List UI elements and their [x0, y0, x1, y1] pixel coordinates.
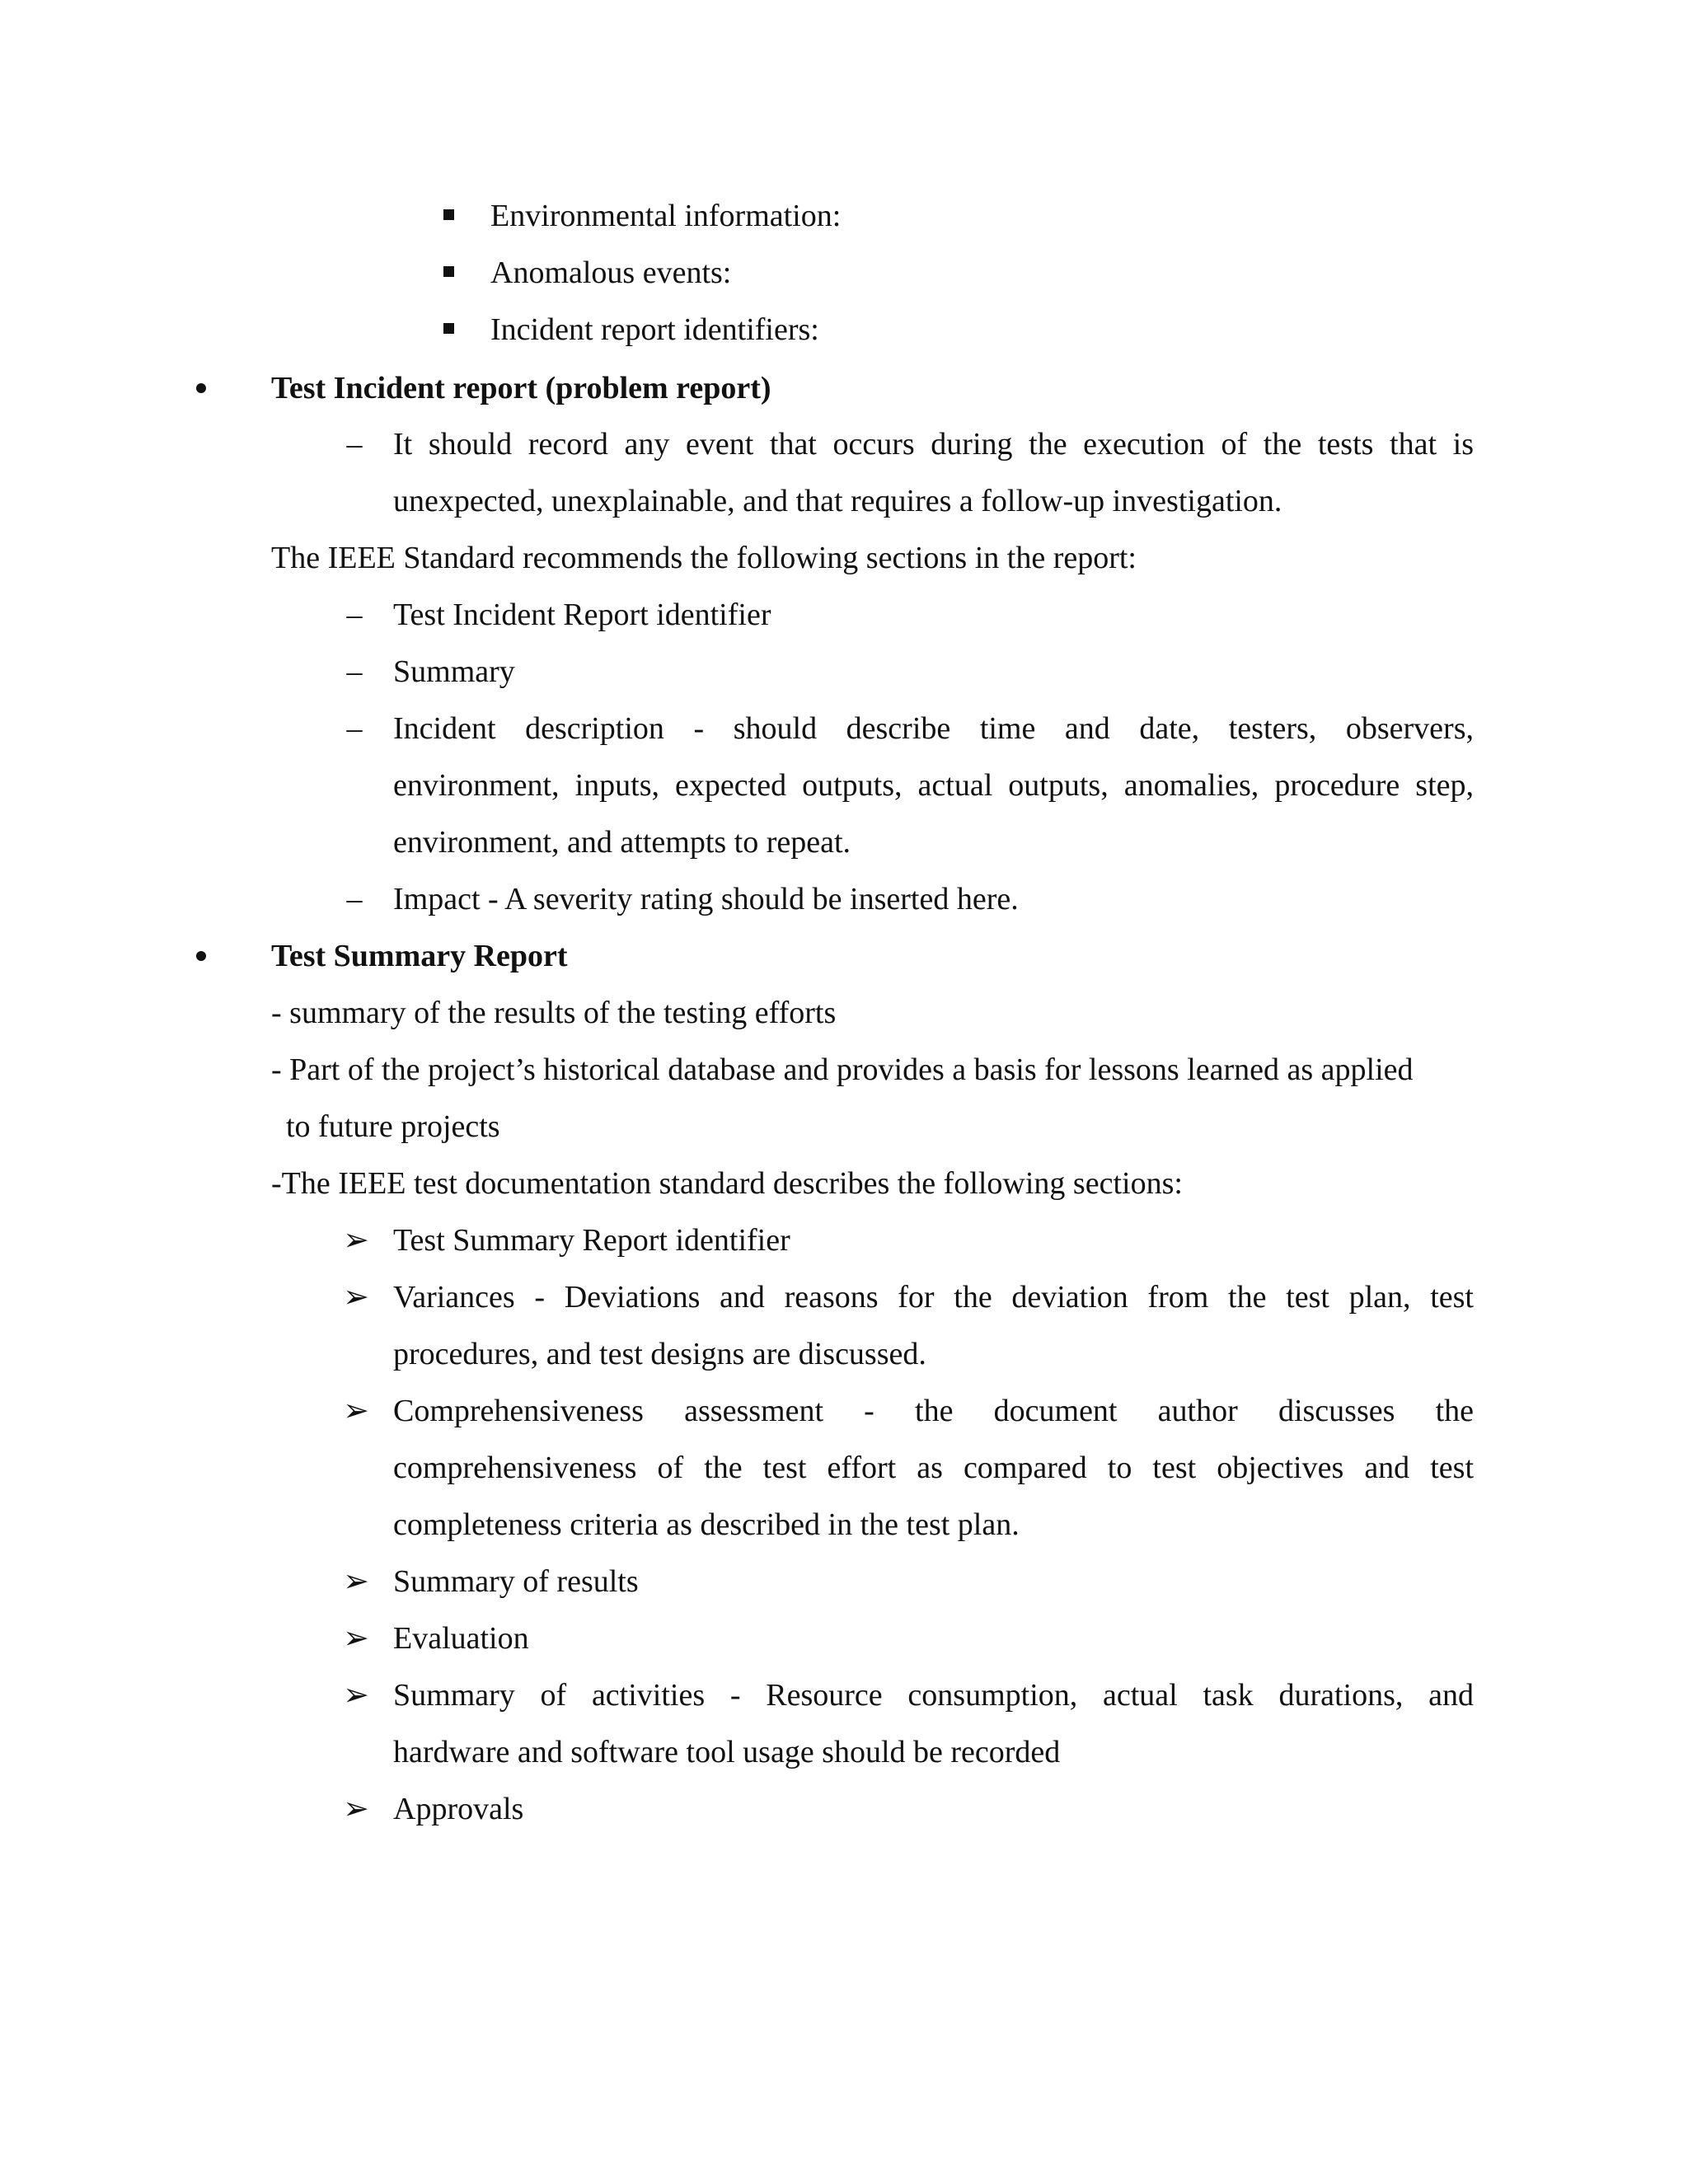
- dash-icon: –: [346, 711, 363, 746]
- summary-intro: -The IEEE test documentation standard describes the following sections:: [271, 1166, 1183, 1201]
- list-item: completeness criteria as described in the test plan.: [393, 1507, 1020, 1542]
- list-item: Impact - A severity rating should be inserted here.: [393, 882, 1019, 916]
- list-item: procedures, and test designs are discussed.: [393, 1337, 926, 1371]
- summary-line: - summary of the results of the testing efforts: [271, 996, 837, 1030]
- list-item: Test Summary Report identifier: [393, 1223, 790, 1258]
- list-item: Approvals: [393, 1792, 524, 1826]
- square-bullet-icon: [443, 266, 454, 277]
- list-item: Anomalous events:: [490, 255, 732, 290]
- list-item: Summary of activities - Resource consumption, actual task durations, and: [393, 1678, 1474, 1713]
- bullet-icon: [196, 383, 206, 393]
- list-item: Comprehensiveness assessment - the document author discusses the: [393, 1394, 1474, 1428]
- list-item: Summary of results: [393, 1564, 639, 1599]
- list-item: environment, and attempts to repeat.: [393, 825, 851, 860]
- list-item: Summary: [393, 654, 515, 689]
- list-item: hardware and software tool usage should be recorded: [393, 1735, 1061, 1769]
- summary-line: - Part of the project’s historical database and provides a basis for lessons learned as applied: [271, 1052, 1414, 1087]
- summary-line: to future projects: [286, 1109, 500, 1144]
- arrow-bullet-icon: ➢: [343, 1280, 369, 1315]
- arrow-bullet-icon: ➢: [343, 1792, 369, 1826]
- arrow-bullet-icon: ➢: [343, 1394, 369, 1428]
- dash-icon: –: [346, 654, 363, 689]
- list-item: environment, inputs, expected outputs, actual outputs, anomalies, procedure step,: [393, 768, 1474, 803]
- dash-icon: –: [346, 427, 363, 462]
- list-item: Incident report identifiers:: [490, 312, 819, 347]
- square-bullet-icon: [443, 323, 454, 334]
- list-item: comprehensiveness of the test effort as compared to test objectives and test: [393, 1451, 1474, 1485]
- arrow-bullet-icon: ➢: [343, 1223, 369, 1258]
- arrow-bullet-icon: ➢: [343, 1621, 369, 1656]
- incident-intro: The IEEE Standard recommends the following sections in the report:: [271, 541, 1137, 575]
- list-item: Variances - Deviations and reasons for the deviation from the test plan, test: [393, 1280, 1474, 1315]
- list-item: Environmental information:: [490, 199, 842, 233]
- bullet-icon: [196, 951, 206, 961]
- list-item: Test Incident Report identifier: [393, 598, 771, 632]
- list-item: Incident description - should describe time and date, testers, observers,: [393, 711, 1474, 746]
- incident-description-line: It should record any event that occurs during the execution of the tests that is: [393, 427, 1474, 462]
- section-heading-summary: Test Summary Report: [271, 939, 568, 973]
- section-heading-incident: Test Incident report (problem report): [271, 371, 771, 405]
- dash-icon: –: [346, 882, 363, 916]
- arrow-bullet-icon: ➢: [343, 1564, 369, 1599]
- square-bullet-icon: [443, 209, 454, 220]
- list-item: Evaluation: [393, 1621, 529, 1656]
- dash-icon: –: [346, 598, 363, 632]
- arrow-bullet-icon: ➢: [343, 1678, 369, 1713]
- incident-description-line: unexpected, unexplainable, and that requires a follow-up investigation.: [393, 484, 1282, 518]
